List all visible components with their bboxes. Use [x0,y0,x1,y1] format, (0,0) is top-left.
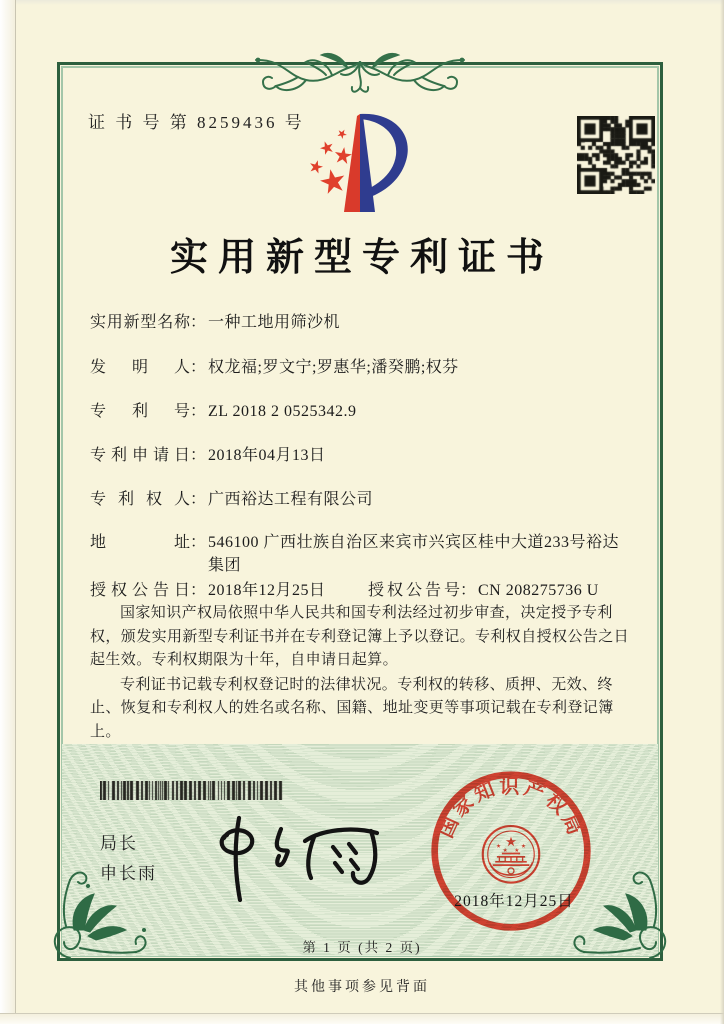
signature-shen-changyu [198,806,398,911]
certificate-title: 实用新型专利证书 [169,237,554,279]
paper-edge-right [720,0,724,1024]
cnipa-logo-icon [294,110,428,216]
grant-date-value: 2018年12月25日 [208,582,326,599]
paper-edge-bottom [0,1013,724,1024]
field-value: ZL 2018 2 0525342.9 [208,403,357,420]
paper-edge-top [0,0,724,5]
certificate-fields [90,306,630,602]
top-flourish-ornament-icon [252,42,468,102]
seal-date: 2018年12月25日 [454,893,574,910]
legal-paragraph-2: 专利证书记载专利权登记时的法律状况。专利权的转移、质押、无效、终止、恢复和专利权人的姓名或名称、国籍、地址变更等事项记载在专利登记簿上。 [90,676,614,740]
field-label: 专利号 [90,403,190,420]
barcode [100,781,284,800]
field-label: 专利申请日 [90,447,190,464]
legal-paragraph-1: 国家知识产权局依照中华人民共和国专利法经过初步审查，决定授予专利权，颁发实用新型专利证书并在专利登记簿上予以登记。专利权自授权公告之日起生效。专利权期限为十年，自申请日起算。 [90,605,630,668]
field-row-filing-date: 专利申请日 ： 2018年04月13日 [90,444,630,467]
field-value: 546100 广西壮族自治区来宾市兴宾区桂中大道233号裕达集团 [208,534,620,574]
field-row-name: 实用新型名称 ： 一种工地用筛沙机 [90,311,630,334]
field-label: 实用新型名称 [90,314,190,331]
page-number: 第 1 页 (共 2 页) [302,940,422,955]
paper-edge-left [0,0,16,1024]
seal-text: 国家知识产权局 [434,776,588,842]
field-row-inventors: 发明人 ： 权龙福;罗文宁;罗惠华;潘癸鹏;权芬 [90,356,630,379]
field-row-address: 地址 ： 546100 广西壮族自治区来宾市兴宾区桂中大道233号裕达集团 [90,531,630,577]
legal-text [90,602,638,744]
back-side-note: 其他事项参见背面 [294,980,430,995]
signer-title: 局长 [100,834,138,853]
certificate-number: 证 书 号 第 8259436 号 [88,113,305,132]
field-value: 2018年04月13日 [208,447,326,464]
field-label: 授权公告号 [368,582,460,599]
field-value: 权龙福;罗文宁;罗惠华;潘癸鹏;权芬 [208,359,459,376]
field-label: 地址 [90,534,190,551]
field-label: 授权公告日 [90,582,190,599]
field-label: 专利权人 [90,491,190,508]
field-row-patent-number: 专利号 ： ZL 2018 2 0525342.9 [90,400,630,423]
field-row-grant: 授权公告日 ： 2018年12月25日 授权公告号 ： CN 208275736 U [90,579,630,602]
field-value: 广西裕达工程有限公司 [208,491,374,508]
field-row-patentee: 专利权人 ： 广西裕达工程有限公司 [90,488,630,511]
field-label: 发明人 [90,359,190,376]
grant-number-value: CN 208275736 U [478,582,599,599]
qr-code [577,116,655,194]
field-value: 一种工地用筛沙机 [208,314,341,331]
signer-name: 申长雨 [100,864,157,883]
